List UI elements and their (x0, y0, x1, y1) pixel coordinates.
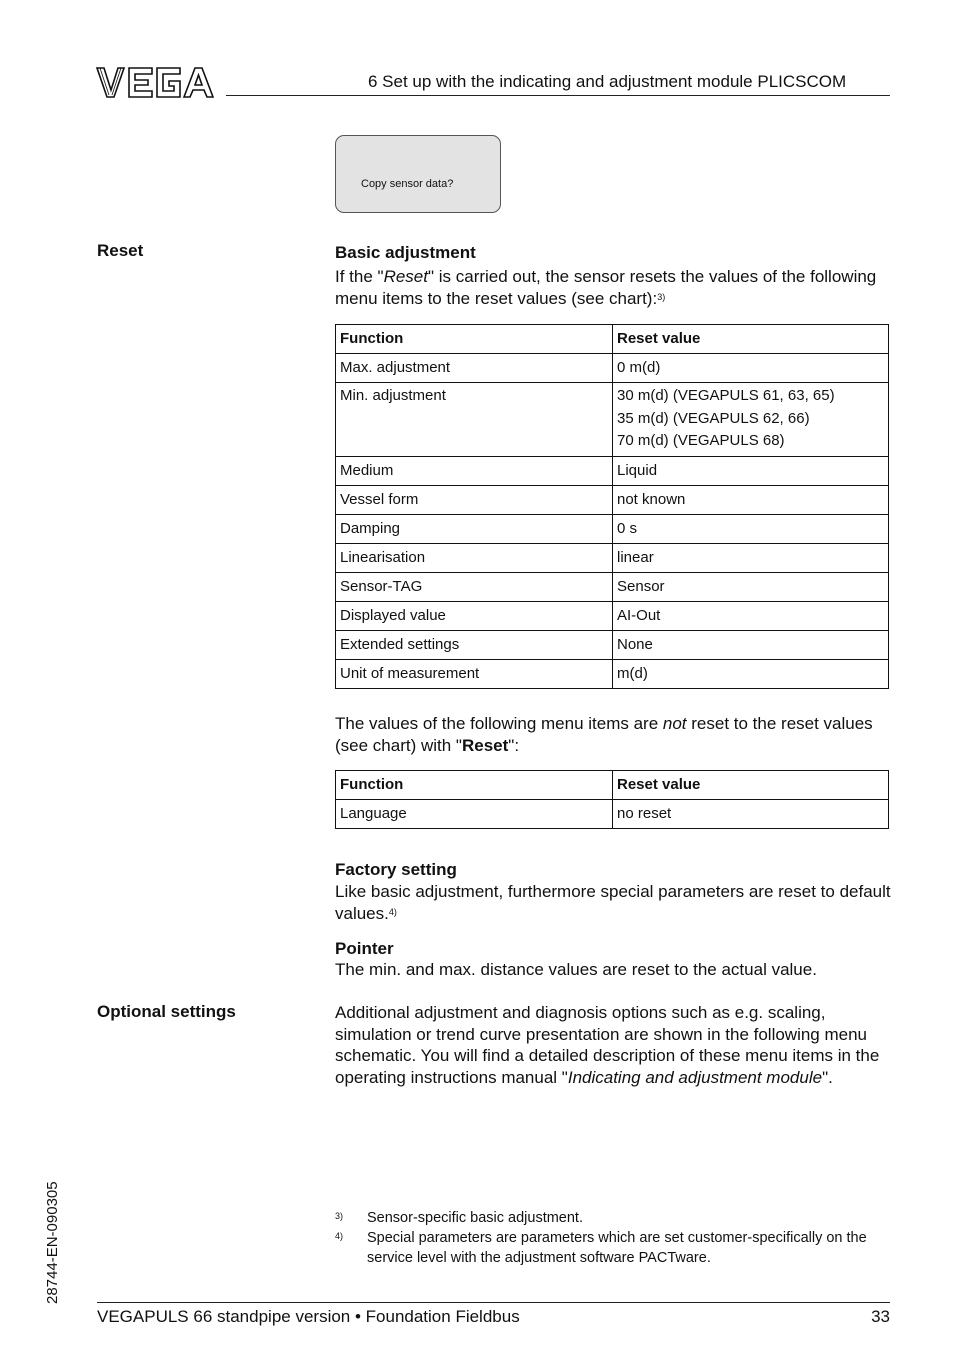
not-reset-text: The values of the following menu items are not reset to the reset values (see chart) with "Reset": (335, 714, 873, 755)
display-screen (335, 135, 501, 213)
table-header-cell: Reset value (613, 325, 889, 354)
table-cell: Language (336, 800, 613, 829)
table-cell: Damping (336, 514, 613, 543)
page-number: 33 (871, 1307, 890, 1326)
vega-logo (96, 64, 214, 100)
optional-settings-text: Additional adjustment and diagnosis options such as e.g. scaling, simulation or trend curve presentation are shown in the following menu schematic. You will find a detailed description of these menu items in the operating instructions manual "Indicating and adjustment module". (335, 1003, 880, 1088)
pointer-text: The min. and max. distance values are reset to the actual value. (335, 960, 817, 979)
footnote-4 (335, 1229, 891, 1268)
table-row (336, 601, 889, 630)
table-cell: Unit of measurement (336, 659, 613, 688)
footnote-text: Sensor-specific basic adjustment. (367, 1210, 583, 1226)
footnote-number: 3) (335, 1211, 344, 1221)
footer-product: VEGAPULS 66 standpipe version • Foundation Fieldbus (97, 1307, 520, 1326)
table-row (336, 456, 889, 485)
table-cell: Min. adjustment (336, 383, 613, 457)
table-cell: None (613, 630, 889, 659)
footnote-number: 4) (335, 1231, 344, 1241)
table-cell: not known (613, 485, 889, 514)
display-text: Copy sensor data? (361, 178, 454, 190)
table-row (336, 514, 889, 543)
table-header-row (336, 771, 889, 800)
table-cell: AI-Out (613, 601, 889, 630)
footer-rule (97, 1302, 890, 1303)
footnote-3 (335, 1209, 891, 1229)
table-row (336, 543, 889, 572)
footnote-ref-3: 3) (657, 291, 666, 302)
table-cell: Extended settings (336, 630, 613, 659)
table-cell: Displayed value (336, 601, 613, 630)
table-cell: Liquid (613, 456, 889, 485)
table-cell: 30 m(d) (VEGAPULS 61, 63, 65) 35 m(d) (VEGAPULS 62, 66) 70 m(d) (VEGAPULS 68) (613, 383, 889, 457)
header-rule (226, 95, 890, 96)
table-row (336, 572, 889, 601)
table-row (336, 383, 889, 457)
not-reset-table (335, 770, 889, 829)
table-cell: Vessel form (336, 485, 613, 514)
footnote-text: Special parameters are parameters which are set customer-specifically on the service level with the adjustment software PACTware. (367, 1230, 867, 1266)
table-row (336, 659, 889, 688)
footnote-ref-4: 4) (388, 906, 397, 917)
reset-table (335, 324, 889, 689)
table-cell: 0 s (613, 514, 889, 543)
document-id: 28744-EN-090305 (44, 1181, 61, 1304)
table-cell: m(d) (613, 659, 889, 688)
table-cell: Sensor-TAG (336, 572, 613, 601)
table-header-cell: Function (336, 771, 613, 800)
table-cell: Sensor (613, 572, 889, 601)
reset-intro: If the "Reset" is carried out, the sensor resets the values of the following menu items to the reset values (see chart):$^{3)}$ (335, 267, 877, 308)
table-cell: Linearisation (336, 543, 613, 572)
table-row (336, 800, 889, 829)
side-label-optional-settings: Optional settings (97, 1002, 236, 1021)
table-header-row (336, 325, 889, 354)
table-cell: Medium (336, 456, 613, 485)
factory-setting-text: Like basic adjustment, furthermore special parameters are reset to default values.$^{4)}$ (335, 882, 891, 923)
factory-setting-heading: Factory setting (335, 860, 457, 879)
table-cell: Max. adjustment (336, 354, 613, 383)
table-cell: no reset (613, 800, 889, 829)
basic-adjustment-heading: Basic adjustment (335, 243, 476, 262)
side-label-reset: Reset (97, 241, 144, 260)
table-row (336, 354, 889, 383)
table-header-cell: Reset value (613, 771, 889, 800)
header-title: 6 Set up with the indicating and adjustment module PLICSCOM (368, 72, 847, 91)
table-row (336, 630, 889, 659)
table-header-cell: Function (336, 325, 613, 354)
table-cell: 0 m(d) (613, 354, 889, 383)
table-cell: linear (613, 543, 889, 572)
table-row (336, 485, 889, 514)
pointer-heading: Pointer (335, 939, 394, 958)
